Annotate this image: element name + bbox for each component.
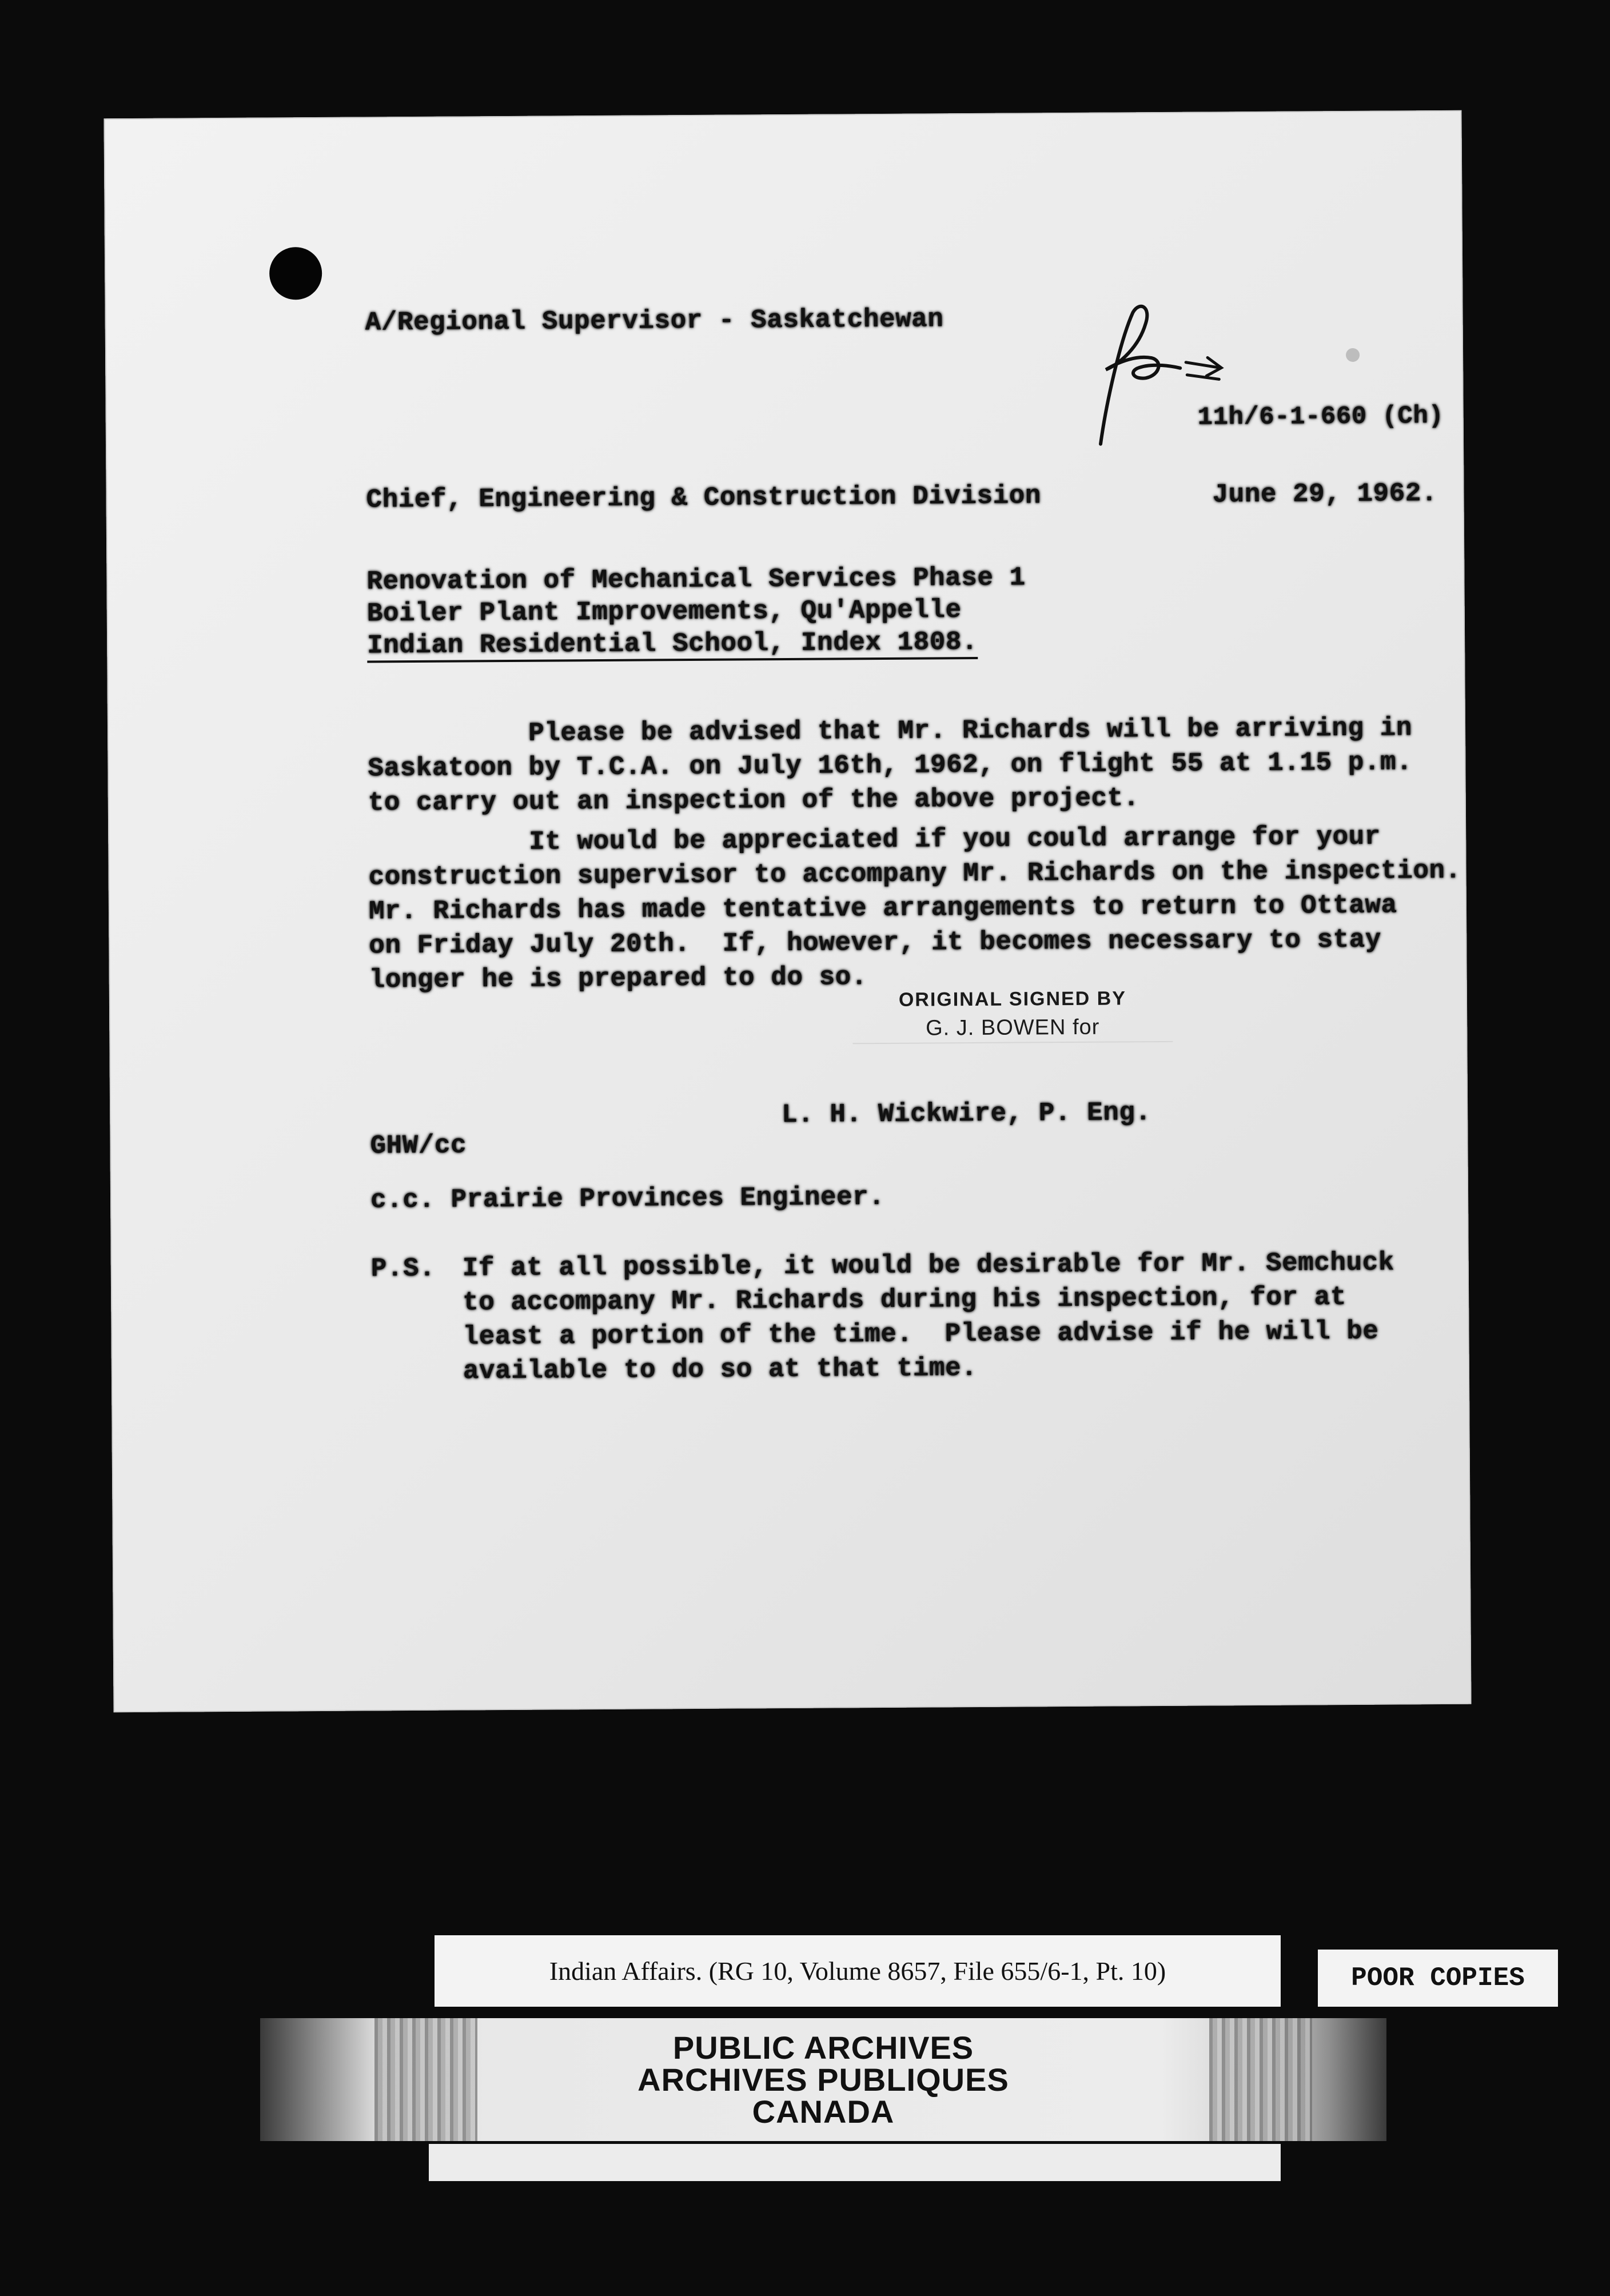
archives-banner (260, 2018, 1386, 2141)
signer-name: L. H. Wickwire, P. Eng. (782, 1098, 1151, 1130)
punch-hole (269, 247, 322, 300)
postscript-line: available to do so at that time. (463, 1353, 978, 1386)
postscript-line: If at all possible, it would be desirable for Mr. Semchuck (462, 1247, 1394, 1283)
sender-line: Chief, Engineering & Construction Division (366, 481, 1042, 515)
paragraph-line: Saskatoon by T.C.A. on July 16th, 1962, on flight 55 at 1.15 p.m. (368, 747, 1413, 784)
poor-copies-text: POOR COPIES (1351, 1963, 1525, 1993)
carbon-copy-line: c.c. Prairie Provinces Engineer. (370, 1182, 885, 1215)
paragraph-line: Please be advised that Mr. Richards will be arriving in (367, 713, 1413, 750)
tape-right (1209, 2018, 1312, 2141)
paragraph-line: Mr. Richards has made tentative arrangements to return to Ottawa (368, 890, 1397, 927)
letter-page (104, 110, 1472, 1712)
signature-stamp (852, 984, 1173, 1044)
archives-line-1: PUBLIC ARCHIVES (672, 2029, 974, 2066)
file-reference: 11h/6-1-660 (Ch) (1197, 401, 1444, 432)
postscript-body (463, 1246, 1395, 1389)
archives-line-3: CANADA (752, 2093, 895, 2130)
paragraph-line: It would be appreciated if you could arrange for your (368, 822, 1381, 858)
subject-line-underlined: Indian Residential School, Index 1808. (367, 627, 978, 663)
stamp-line-2: G. J. BOWEN for (926, 1015, 1100, 1041)
paragraph-line: to carry out an inspection of the above project. (368, 783, 1139, 818)
recipient-line: A/Regional Supervisor - Saskatchewan (365, 304, 944, 338)
subject-block (366, 561, 1026, 661)
paper-mark (1346, 348, 1360, 362)
paragraph-line: construction supervisor to accompany Mr. Richards on the inspection. (368, 855, 1461, 892)
subject-line: Boiler Plant Improvements, Qu'Appelle (366, 595, 962, 629)
letter-date: June 29, 1962. (1212, 479, 1438, 510)
archive-reference-text: Indian Affairs. (RG 10, Volume 8657, File 655/6-1, Pt. 10) (549, 1956, 1166, 1986)
archives-line-2: ARCHIVES PUBLIQUES (637, 2061, 1009, 2098)
body-paragraph-1 (368, 711, 1413, 820)
bottom-label-strip (429, 2144, 1281, 2181)
subject-line (367, 625, 1026, 661)
postscript-line: least a portion of the time. Please advise if he will be (463, 1316, 1379, 1352)
stamp-line-1: ORIGINAL SIGNED BY (898, 987, 1127, 1011)
typist-initials: GHW/cc (370, 1130, 467, 1161)
body-paragraph-2 (368, 819, 1462, 998)
paragraph-line: on Friday July 20th. If, however, it becomes necessary to stay (369, 924, 1382, 961)
poor-copies-label (1318, 1950, 1558, 2007)
postscript-line: to accompany Mr. Richards during his inspection, for at (463, 1282, 1347, 1318)
postscript-label: P.S. (370, 1253, 436, 1284)
archive-reference-label (435, 1935, 1281, 2007)
paragraph-line: longer he is prepared to do so. (369, 962, 868, 995)
subject-line: Renovation of Mechanical Services Phase 1 (366, 563, 1026, 597)
tape-left (374, 2018, 477, 2141)
